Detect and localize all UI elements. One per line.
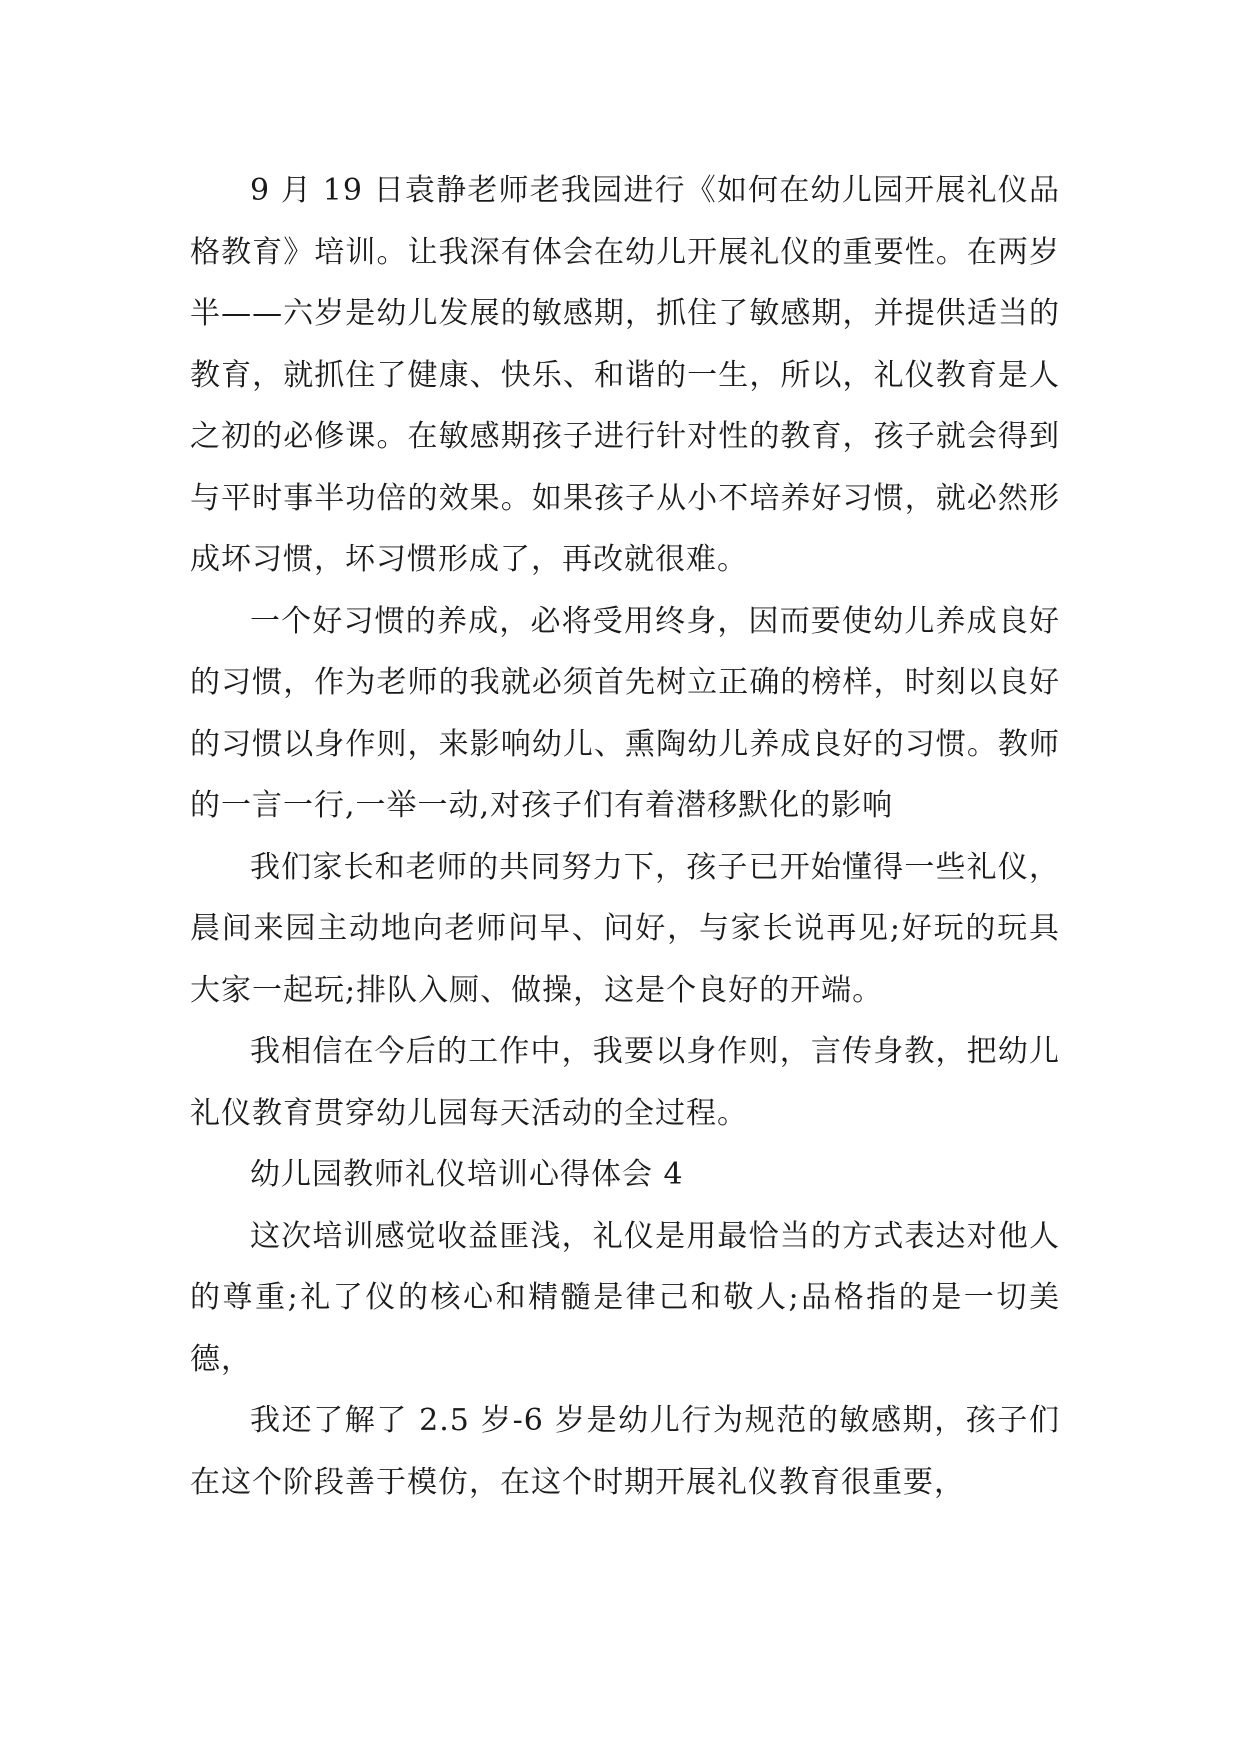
paragraph-1: 9 月 19 日袁静老师老我园进行《如何在幼儿园开展礼仪品格教育》培训。让我深有体会在幼儿开展礼仪的重要性。在两岁半——六岁是幼儿发展的敏感期，抓住了敏感期，并提供适当的教育，就抓住了健康、快乐、和谐的一生，所以，礼仪教育是人之初的必修课。在敏感期孩子进行针对性的教育，孩子就会得到与平时事半功倍的效果。如果孩子从小不培养好习惯，就必然形成坏习惯，坏习惯形成了，再改就很难。: [190, 173, 1060, 577]
section-heading: 幼儿园教师礼仪培训心得体会 4: [250, 1157, 684, 1192]
paragraph-6: 我还了解了 2.5 岁-6 岁是幼儿行为规范的敏感期，孩子们在这个阶段善于模仿，在这个时期开展礼仪教育很重要，: [190, 1403, 1060, 1500]
paragraph-4: 我相信在今后的工作中，我要以身作则，言传身教，把幼儿礼仪教育贯穿幼儿园每天活动的全过程。: [190, 1034, 1060, 1131]
paragraph-2: 一个好习惯的养成，必将受用终身，因而要使幼儿养成良好的习惯，作为老师的我就必须首先树立正确的榜样，时刻以良好的习惯以身作则，来影响幼儿、熏陶幼儿养成良好的习惯。教师的一言一行,一举一动,对孩子们有着潜移默化的影响: [190, 603, 1060, 823]
paragraph-5: 这次培训感觉收益匪浅，礼仪是用最恰当的方式表达对他人的尊重;礼了仪的核心和精髓是律己和敬人;品格指的是一切美德，: [190, 1218, 1060, 1377]
document-page: [190, 160, 1060, 1513]
paragraph-3: 我们家长和老师的共同努力下，孩子已开始懂得一些礼仪，晨间来园主动地向老师问早、问好，与家长说再见;好玩的玩具大家一起玩;排队入厕、做操，这是个良好的开端。: [190, 849, 1060, 1008]
